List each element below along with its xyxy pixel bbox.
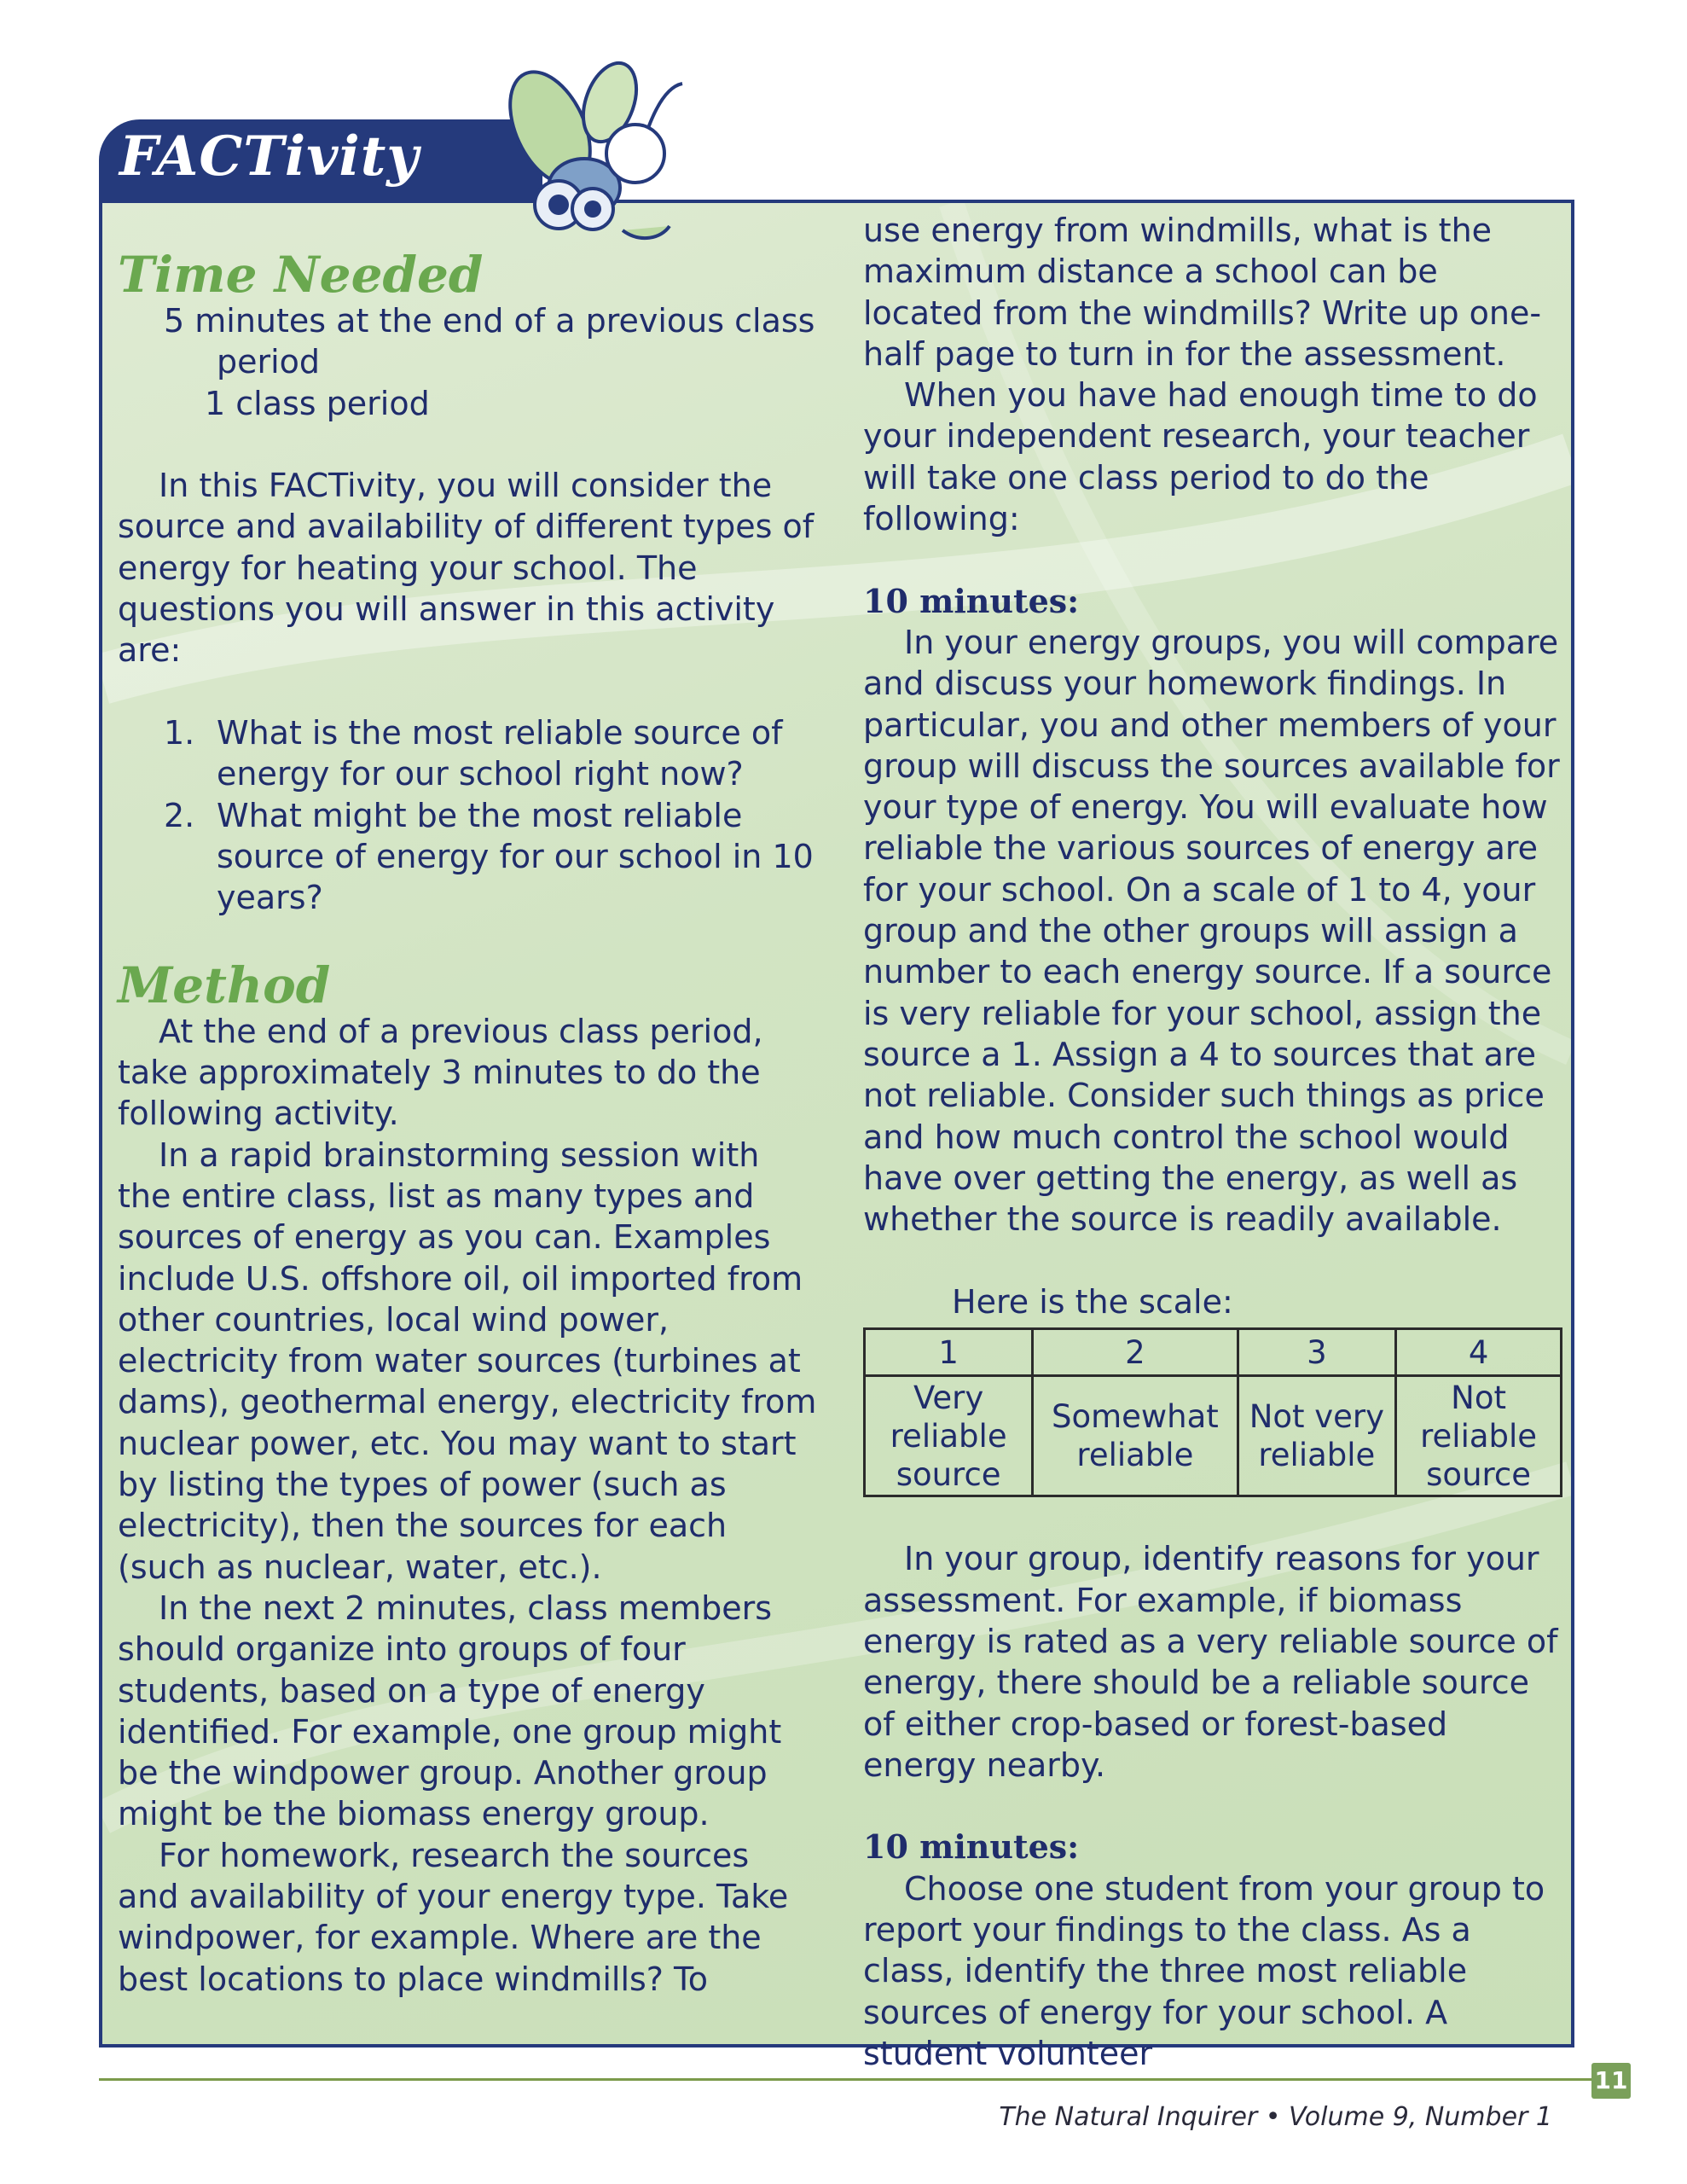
scale-number: 2 xyxy=(1033,1329,1238,1376)
continued-paragraph: use energy from windmills, what is the maximum distance a school can be located from the windmills? Write up one-half page to turn in for the assessment. xyxy=(863,212,1542,373)
scale-description: Not very reliable xyxy=(1238,1376,1396,1496)
method-paragraph: For homework, research the sources and availability of your energy type. Take windpower, for example. Where are the best locations to place windmills? To xyxy=(118,1836,789,1998)
list-number: 1. xyxy=(164,713,195,752)
time-needed-heading: Time Needed xyxy=(118,246,484,304)
method-paragraph: In the next 2 minutes, class members should organize into groups of four students, based on a type of energy identified. For example, one group might be the windpower group. Another group might be the biomass energy group. xyxy=(118,1589,782,1833)
scale-description: Somewhat reliable xyxy=(1033,1376,1238,1496)
time-item: 5 minutes at the end of a previous class period xyxy=(164,302,815,381)
right-column xyxy=(863,210,1562,2074)
intro-paragraph: In this FACTivity, you will consider the source and availability of different types of energy for heating your school. The questions you will answer in this activity are: xyxy=(118,467,815,670)
list-item xyxy=(118,712,817,795)
publication-footer: The Natural Inquirer • Volume 9, Number 1 xyxy=(999,2102,1552,2132)
step-heading: 10 minutes: xyxy=(863,581,1080,620)
scale-number: 1 xyxy=(865,1329,1033,1376)
list-text: What is the most reliable source of energy for our school right now? xyxy=(217,713,783,793)
choose-paragraph: Choose one student from your group to report your findings to the class. As a class, identify the three most reliable sources of energy for your school. A student volunteer xyxy=(863,1869,1545,2072)
scale-description: Not reliable source xyxy=(1396,1376,1562,1496)
scale-label: Here is the scale: xyxy=(952,1282,1233,1321)
groups-paragraph: In your energy groups, you will compare and discuss your homework findings. In particular, you and other members of your group will discuss the sources available for your type of energy. You will evaluate how reliable the various sources of energy are for your school. On a scale of 1 to 4, your group and the other groups will assign a number to each energy source. If a source is very reliable for your school, assign the source a 1. Assign a 4 to sources that are not reliable. Consider such things as price and how much control the school would have over getting the energy, as well as whether the source is readily available. xyxy=(863,623,1560,1239)
reliability-scale-table xyxy=(863,1327,1562,1497)
method-paragraph: At the end of a previous class period, take approximately 3 minutes to do the following activity. xyxy=(118,1012,763,1133)
list-item xyxy=(118,795,817,919)
section-title: FACTivity xyxy=(119,125,420,189)
list-text: What might be the most reliable source of energy for our school in 10 years? xyxy=(217,796,814,917)
step-heading: 10 minutes: xyxy=(863,1827,1080,1867)
scale-description: Very reliable source xyxy=(865,1376,1033,1496)
question-list xyxy=(118,712,817,918)
time-item: 1 class period xyxy=(205,384,430,422)
footer-rule xyxy=(99,2078,1591,2081)
method-paragraph: In a rapid brainstorming session with the entire class, list as many types and sources of energy as you can. Examples include U.S. offshore oil, oil imported from other countries, local wind power, electricity from water sources (turbines at dams), geothermal energy, electricity from nuclear power, etc. You may want to start by listing the types of power (such as electricity), then the sources for each (such as nuclear, water, etc.). xyxy=(118,1136,817,1586)
scale-number: 3 xyxy=(1238,1329,1396,1376)
research-paragraph: When you have had enough time to do your independent research, your teacher will take one class period to do the following: xyxy=(863,376,1538,538)
list-number: 2. xyxy=(164,796,195,834)
reasons-paragraph: In your group, identify reasons for your assessment. For example, if biomass energy is rated as a very reliable source of energy, there should be a reliable source of either crop-based or forest-based energy nearby. xyxy=(863,1540,1558,1784)
bee-mascot-icon xyxy=(490,60,704,256)
method-heading: Method xyxy=(118,956,331,1014)
scale-number: 4 xyxy=(1396,1329,1562,1376)
left-column xyxy=(118,246,817,2000)
page-number: 11 xyxy=(1591,2063,1631,2099)
